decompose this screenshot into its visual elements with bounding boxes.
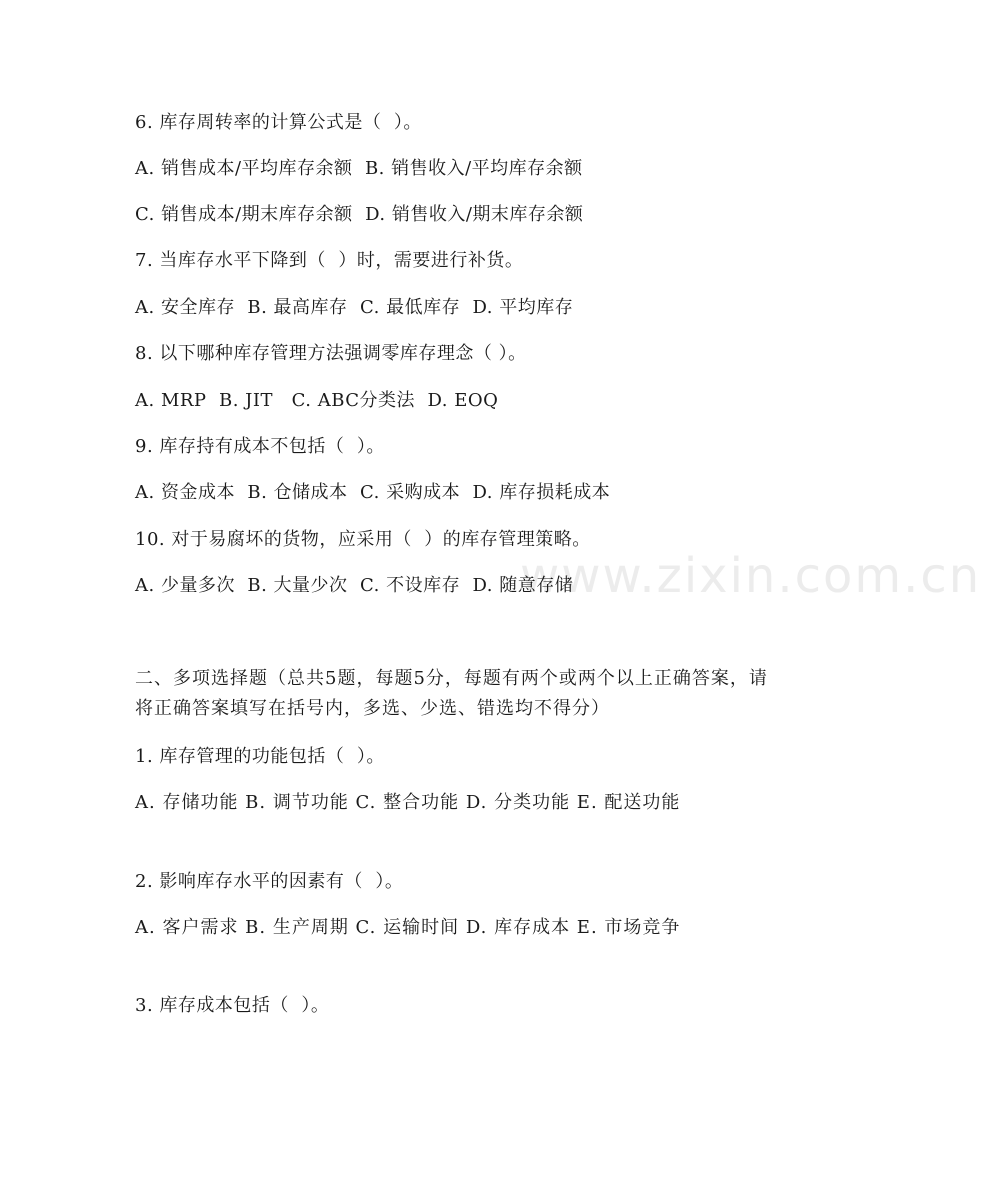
question-7-options: A. 安全库存 B. 最高库存 C. 最低库存 D. 平均库存 bbox=[135, 297, 574, 318]
watermark: www.zixin.com.cn bbox=[520, 548, 981, 604]
question-6-options-ab: A. 销售成本/平均库存余额 B. 销售收入/平均库存余额 bbox=[135, 158, 583, 179]
mc-question-1-options: A. 存储功能 B. 调节功能 C. 整合功能 D. 分类功能 E. 配送功能 bbox=[135, 792, 681, 813]
mc-question-1: 1. 库存管理的功能包括（ ）。 bbox=[135, 746, 385, 767]
mc-question-2-options: A. 客户需求 B. 生产周期 C. 运输时间 D. 库存成本 E. 市场竞争 bbox=[135, 917, 681, 938]
question-10: 10. 对于易腐坏的货物，应采用（ ）的库存管理策略。 bbox=[135, 529, 591, 550]
mc-question-3: 3. 库存成本包括（ ）。 bbox=[135, 995, 330, 1016]
question-8-options: A. MRP B. JIT C. ABC分类法 D. EOQ bbox=[135, 390, 499, 411]
question-9-options: A. 资金成本 B. 仓储成本 C. 采购成本 D. 库存损耗成本 bbox=[135, 482, 611, 503]
mc-question-2: 2. 影响库存水平的因素有（ ）。 bbox=[135, 871, 404, 892]
section-heading-multiple-choice: 二、多项选择题（总共5题，每题5分，每题有两个或两个以上正确答案，请将正确答案填写在括号内，多选、少选、错选均不得分） bbox=[135, 668, 768, 719]
question-10-options: A. 少量多次 B. 大量少次 C. 不设库存 D. 随意存储 bbox=[135, 575, 574, 596]
question-6: 6. 库存周转率的计算公式是（ ）。 bbox=[135, 112, 422, 133]
question-7: 7. 当库存水平下降到（ ）时，需要进行补货。 bbox=[135, 250, 524, 271]
question-6-options-cd: C. 销售成本/期末库存余额 D. 销售收入/期末库存余额 bbox=[135, 204, 584, 225]
question-9: 9. 库存持有成本不包括（ ）。 bbox=[135, 436, 385, 457]
question-8: 8. 以下哪种库存管理方法强调零库存理念（ ）。 bbox=[135, 343, 527, 364]
